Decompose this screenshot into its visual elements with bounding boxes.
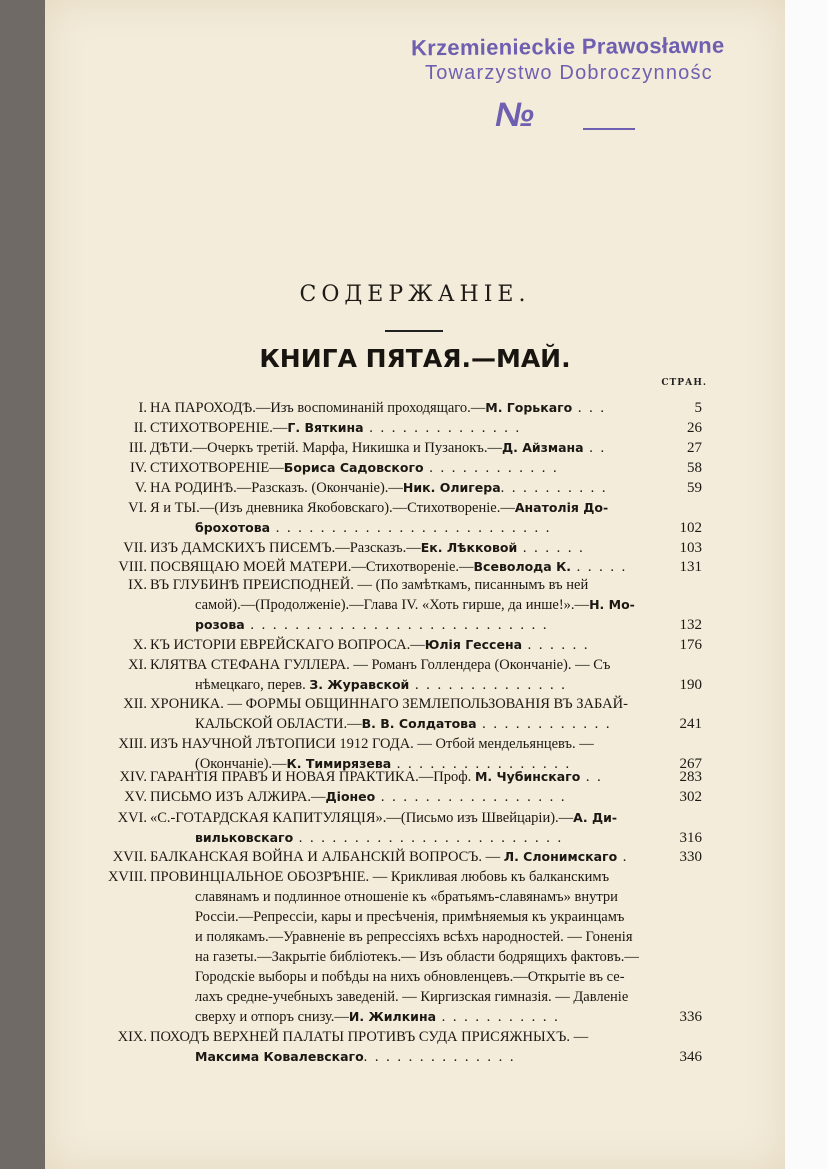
title-divider: [385, 330, 443, 332]
book-title: КНИГА ПЯТАЯ.—МАЙ.: [259, 344, 571, 373]
entry-line: [195, 828, 563, 848]
entry-page-number: 336: [679, 1009, 702, 1025]
entry-line: [150, 398, 606, 418]
entry-title-text: КАЛЬСКОЙ ОБЛАСТИ.—: [195, 716, 362, 732]
entry-title-text: самой).—(Продолженіе).—Глава IV. «Хоть гирше, да инше!».—: [195, 597, 590, 613]
entry-line: [195, 714, 612, 734]
entry-author: Ек. Лѣкковой: [420, 540, 518, 555]
entry-title-text: ПРОВИНЦІАЛЬНОЕ ОБОЗРѢНІЕ. — Крикливая любовь къ балканскимъ: [150, 869, 610, 885]
entry-title-text: Россіи.—Репрессіи, кары и пресѣченія, примѣняемыя къ украинцамъ: [195, 909, 625, 925]
entry-title-text: нѣмецкаго, перев.: [195, 677, 310, 693]
entry-page-number: 58: [687, 460, 702, 476]
entry-title-text: КЛЯТВА СТЕФАНА ГУЛЛЕРА. — Романъ Голлендера (Окончаніе). — Съ: [150, 657, 611, 673]
entry-line: [195, 615, 548, 635]
dot-leader: . .: [583, 440, 607, 456]
entry-line: [195, 907, 624, 927]
entry-title-text: Я и ТЫ.—(Изъ дневника Якобовскаго).—Стихотвореніе.—: [150, 500, 515, 516]
entry-title-text: Городскіе выборы и побѣды на нихъ обновленцевъ.—Открытіе въ се-: [195, 969, 625, 985]
entry-line: [195, 1007, 560, 1027]
dot-leader: . . . . . . . . . . .: [436, 1009, 560, 1025]
entry-title-text: и полякамъ.—Уравненіе въ репрессіяхъ всѣхъ народностей. — Гоненія: [195, 929, 633, 945]
entry-line: [150, 575, 588, 595]
entry-page-number: 5: [694, 400, 702, 416]
entry-number: VI.: [128, 500, 147, 516]
entry-title-text: славянамъ и подлинное отношеніе къ «братьямъ-славянамъ» внутри: [195, 889, 618, 905]
entry-page-number: 27: [687, 440, 702, 456]
entry-author: А. Ди-: [573, 810, 618, 825]
entry-title-text: НА ПАРОХОДѢ.—Изъ воспоминаній проходящаго.—: [150, 400, 486, 416]
entry-author: М. Горькаго: [485, 400, 573, 415]
dot-leader: . . . . . . . . . . . .: [423, 460, 559, 476]
stamp-line-1: Krzemienieckie Prawosławne: [410, 32, 725, 61]
entry-line: [150, 438, 606, 458]
entry-line: [150, 635, 590, 655]
entry-number: VII.: [123, 540, 147, 556]
entry-author: К. Тимирязева: [286, 756, 392, 771]
entry-title-text: ВЪ ГЛУБИНѢ ПРЕИСПОДНЕЙ. — (По замѣткамъ, писаннымъ въ ней: [150, 577, 589, 593]
entry-author: Н. Мо-: [589, 597, 635, 612]
entry-number: XV.: [124, 789, 147, 805]
entry-title-text: на газеты.—Закрытіе библіотекъ.— Изъ области бодрящихъ фактовъ.—: [195, 949, 639, 965]
entry-title-text: ИЗЪ ДАМСКИХЪ ПИСЕМЪ.—Разсказъ.—: [150, 540, 421, 556]
entry-author: И. Жилкина: [348, 1009, 437, 1024]
entry-page-number: 346: [679, 1049, 702, 1065]
dot-leader: . . . . . . . . . .: [500, 480, 608, 496]
page-margin: [785, 0, 827, 1169]
dot-leader: . . . . . . . . . . . . . .: [409, 677, 567, 693]
entry-line: [150, 847, 628, 867]
entry-line: [150, 418, 521, 438]
entry-title-text: ИЗЪ НАУЧНОЙ ЛѢТОПИСИ 1912 ГОДА. — Отбой мендельянцевъ. —: [150, 736, 594, 752]
entry-title-text: ПОХОДЪ ВЕРХНЕЙ ПАЛАТЫ ПРОТИВЪ СУДА ПРИСЯЖНЫХЪ. —: [150, 1029, 589, 1045]
entry-page-number: 283: [679, 769, 702, 785]
entry-number: X.: [132, 637, 147, 653]
entry-number: XI.: [128, 657, 147, 673]
entry-author: Всеволода К.: [473, 559, 572, 574]
entry-title-text: СТИХОТВОРЕНІЕ—: [150, 460, 284, 476]
entry-author: брохотова: [195, 520, 271, 535]
library-stamp: [45, 0, 785, 160]
entry-line: [150, 478, 608, 498]
entry-page-number: 241: [679, 716, 702, 732]
entry-line: [150, 867, 609, 887]
entry-number: III.: [128, 440, 147, 456]
entry-page-number: 330: [679, 849, 702, 865]
dot-leader: . .: [580, 769, 603, 785]
entry-line: [150, 538, 585, 558]
entry-author: Юлія Гессена: [424, 637, 523, 652]
entry-title-text: ПОСВЯЩАЮ МОЕЙ МАТЕРИ.—Стихотвореніе.—: [150, 559, 474, 575]
entry-page-number: 59: [687, 480, 702, 496]
entry-author: М. Чубинскаго: [474, 769, 581, 784]
entry-line: [195, 595, 635, 615]
stamp-number-line: [583, 128, 635, 130]
dot-leader: . . . . . . . . . . . . . . . . . . . . . . . .: [293, 830, 564, 846]
dot-leader: . . .: [572, 400, 606, 416]
entry-number: XIV.: [119, 769, 147, 785]
entry-page-number: 26: [687, 420, 702, 436]
entry-title-text: ГАРАНТІЯ ПРАВЪ И НОВАЯ ПРАКТИКА.—Проф.: [150, 769, 475, 785]
dot-leader: . . . . . .: [522, 637, 590, 653]
entry-page-number: 102: [679, 520, 702, 536]
entry-page-number: 316: [679, 830, 702, 846]
entry-number: XVIII.: [107, 869, 147, 885]
entry-title-text: сверху и отпоръ снизу.—: [195, 1009, 349, 1025]
entry-author: Л. Слонимскаго: [503, 849, 618, 864]
entry-number: VIII.: [118, 559, 147, 575]
dot-leader: . . . . . . . . . . . . . . . .: [391, 756, 572, 772]
entry-number: IX.: [128, 577, 147, 593]
entry-line: [150, 1027, 588, 1047]
entry-title-text: ДѢТИ.—Очеркъ третій. Марфа, Никишка и Пузанокъ.—: [150, 440, 502, 456]
dot-leader: . . . . . . . . . . . . . .: [363, 1049, 516, 1065]
entry-line: [150, 557, 627, 577]
entry-page-number: 131: [679, 559, 702, 575]
entry-line: [195, 1047, 516, 1067]
stamp-number-sign: №: [495, 96, 534, 134]
entry-line: [150, 655, 610, 675]
entry-number: IV.: [129, 460, 147, 476]
entry-title-text: СТИХОТВОРЕНІЕ.—: [150, 420, 288, 436]
entry-page-number: 190: [679, 677, 702, 693]
entry-line: [150, 787, 567, 807]
entry-title-text: лахъ средне-учебныхъ заведеній. — Киргизская гимназія. — Давленіе: [195, 989, 629, 1005]
entry-title-text: «С.-ГОТАРДСКАЯ КАПИТУЛЯЦІЯ».—(Письмо изъ Швейцаріи).—: [150, 810, 574, 826]
entry-line: [195, 887, 618, 907]
book-page: [45, 0, 785, 1169]
entry-title-text: ПИСЬМО ИЗЪ АЛЖИРА.—: [150, 789, 326, 805]
entry-author: З. Журавской: [309, 677, 410, 692]
entry-page-number: 267: [679, 756, 702, 772]
entry-number: V.: [134, 480, 147, 496]
entry-line: [150, 498, 608, 518]
entry-line: [195, 518, 551, 538]
entry-page-number: 302: [679, 789, 702, 805]
entry-line: [150, 458, 559, 478]
entry-title-text: КЪ ИСТОРІИ ЕВРЕЙСКАГО ВОПРОСА.—: [150, 637, 425, 653]
entry-author: Ник. Олигера: [402, 480, 501, 495]
dot-leader: . . . . . .: [517, 540, 585, 556]
entry-line: [195, 927, 633, 947]
entry-title-text: НА РОДИНѢ.—Разсказъ. (Окончаніе).—: [150, 480, 403, 496]
dot-leader: . . . . . . . . . . . . . . . . . . . . . . . . . . .: [244, 617, 549, 633]
entry-line: [150, 734, 594, 754]
entry-line: [195, 947, 639, 967]
entry-author: Д. Айзмана: [501, 440, 584, 455]
entry-number: XIX.: [117, 1029, 147, 1045]
entry-number: XIII.: [118, 736, 147, 752]
dot-leader: .: [617, 849, 629, 865]
entry-line: [195, 987, 628, 1007]
dot-leader: . . . . . . . . . . . . . .: [363, 420, 522, 436]
entry-author: Г. Вяткина: [287, 420, 364, 435]
entry-author: вильковскаго: [195, 830, 294, 845]
stamp-line-2: Towarzystwo Dobroczynnośc: [425, 62, 713, 84]
entry-number: XVI.: [117, 810, 147, 826]
entry-line: [150, 767, 603, 787]
entry-number: I.: [138, 400, 147, 416]
dot-leader: . . . . . . . . . . . . . . . . .: [375, 789, 567, 805]
entry-author: Максима Ковалевскаго: [195, 1049, 364, 1064]
page-title: СОДЕРЖАНІЕ.: [299, 282, 531, 307]
entry-author: Анатолія До-: [514, 500, 609, 515]
dot-leader: . . . . . . . . . . . . . . . . . . . . . . . . .: [270, 520, 552, 536]
entry-line: [150, 694, 628, 714]
page-column-header: СТРАН.: [661, 378, 707, 388]
entry-title-text: (Окончаніе).—: [195, 756, 287, 772]
entry-title-text: БАЛКАНСКАЯ ВОЙНА И АЛБАНСКІЙ ВОПРОСЪ. —: [150, 849, 504, 865]
entry-line: [195, 967, 625, 987]
entry-number: XII.: [123, 696, 147, 712]
entry-line: [150, 808, 617, 828]
entry-author: Діонео: [325, 789, 376, 804]
entry-page-number: 176: [679, 637, 702, 653]
entry-number: XVII.: [112, 849, 147, 865]
entry-title-text: ХРОНИКА. — ФОРМЫ ОБЩИННАГО ЗЕМЛЕПОЛЬЗОВАНІЯ ВЪ ЗАБАЙ-: [150, 696, 628, 712]
entry-author: розова: [195, 617, 245, 632]
entry-author: Бориса Садовского: [283, 460, 424, 475]
entry-number: II.: [133, 420, 147, 436]
entry-line: [195, 675, 567, 695]
entry-page-number: 103: [679, 540, 702, 556]
dot-leader: . . . . .: [571, 559, 628, 575]
entry-page-number: 132: [679, 617, 702, 633]
entry-author: В. В. Солдатова: [361, 716, 477, 731]
dot-leader: . . . . . . . . . . . .: [476, 716, 612, 732]
